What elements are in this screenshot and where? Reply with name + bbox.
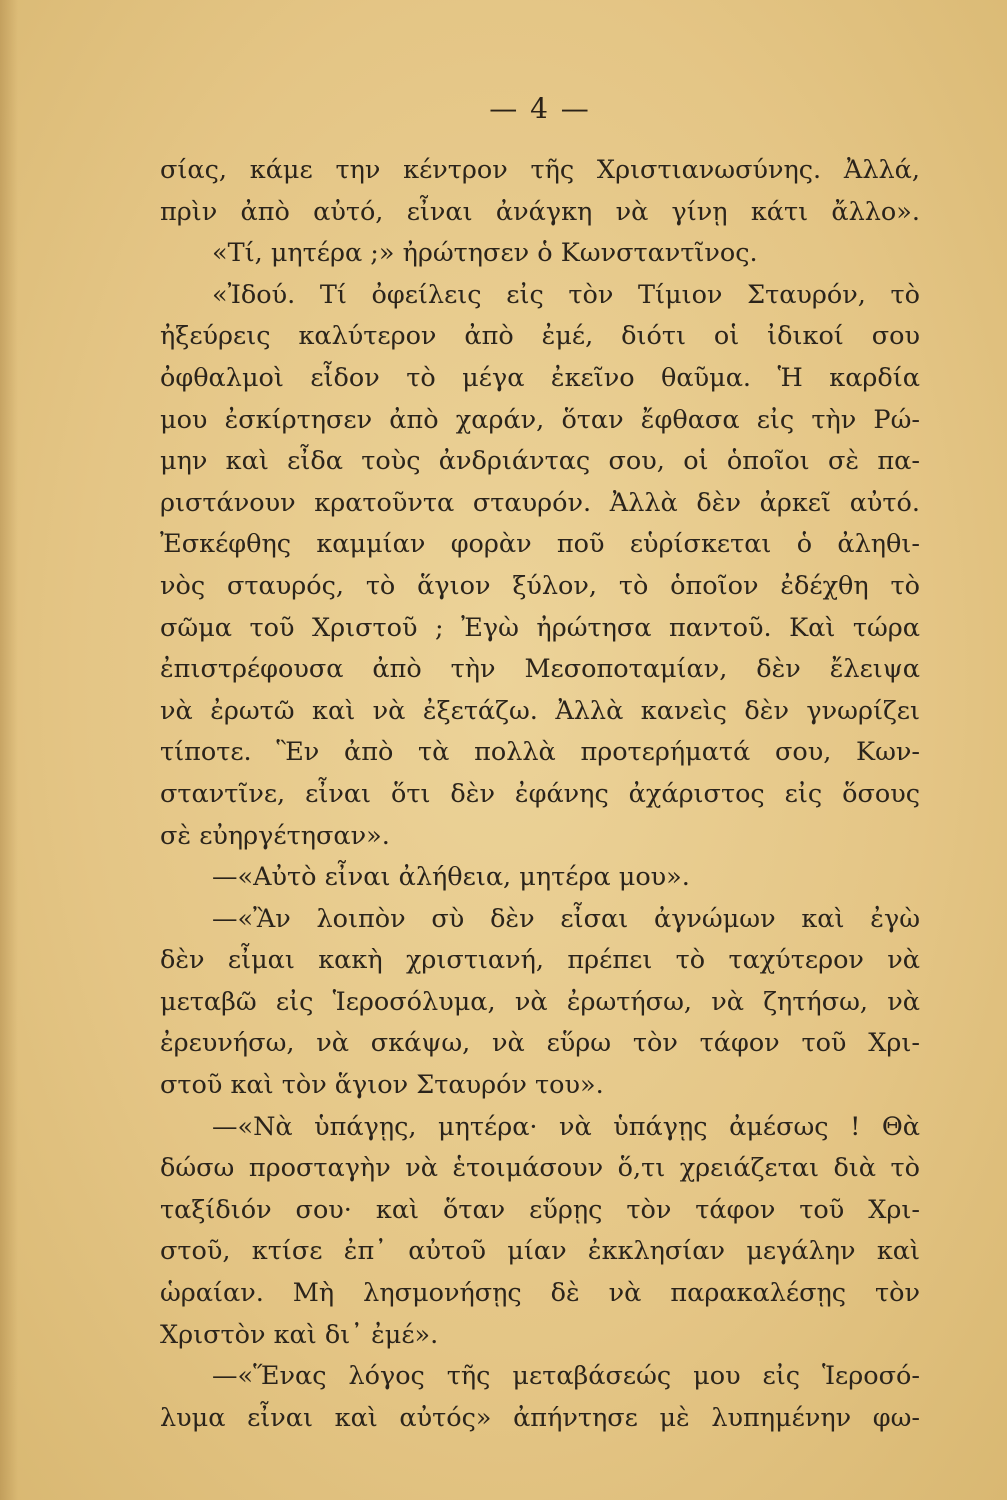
text-line: σὲ εὐηργέτησαν». [160,820,390,851]
body-text [160,150,920,1439]
text-line: ὡραίαν. Μὴ λησμονήσῃς δὲ νὰ παρακαλέσῃς τὸν [160,1278,920,1309]
text-line: ἐπιστρέφουσα ἀπὸ τὴν Μεσοποταμίαν, δὲν ἔλειψα [160,654,920,685]
text-line: λυμα εἶναι καὶ αὐτός» ἀπήντησε μὲ λυπημένην φω- [160,1402,920,1433]
text-line: —«Νὰ ὑπάγῃς, μητέρα· νὰ ὑπάγῃς ἀμέσως ! Θὰ [212,1111,920,1142]
text-line: στοῦ, κτίσε ἐπ᾽ αὐτοῦ μίαν ἐκκλησίαν μεγάλην καὶ [160,1236,920,1267]
text-line: σίας, κάμε την κέντρον τῆς Χριστιανωσύνης. Ἀλλά, [160,155,920,185]
text-line: —«Ἂν λοιπὸν σὺ δὲν εἶσαι ἀγνώμων καὶ ἐγὼ [212,903,920,934]
text-line: ταξίδιόν σου· καὶ ὅταν εὕρῃς τὸν τάφον τοῦ Χρι- [160,1194,920,1225]
text-line: νὰ ἐρωτῶ καὶ νὰ ἐξετάζω. Ἀλλὰ κανεὶς δὲν γνωρίζει [160,695,920,726]
text-line: ἠξεύρεις καλύτερον ἀπὸ ἐμέ, διότι οἱ ἰδικοί σου [160,321,920,352]
text-line: ὀφθαλμοὶ εἶδον τὸ μέγα ἐκεῖνο θαῦμα. Ἡ καρδία [160,362,920,393]
text-line: ἐρευνήσω, νὰ σκάψω, νὰ εὕρω τὸν τάφον τοῦ Χρι- [160,1028,920,1059]
text-line: «Τί, μητέρα ;» ἠρώτησεν ὁ Κωνσταντῖνος. [212,238,758,269]
text-line: δώσω προσταγὴν νὰ ἑτοιμάσουν ὅ,τι χρειάζεται διὰ τὸ [160,1153,920,1184]
text-line: νὸς σταυρός, τὸ ἅγιον ξύλον, τὸ ὁποῖον ἐδέχθη τὸ [160,570,920,601]
text-line: Ἐσκέφθης καμμίαν φορὰν ποῦ εὑρίσκεται ὁ ἀληθι- [160,529,920,560]
text-line: μου ἐσκίρτησεν ἀπὸ χαράν, ὅταν ἔφθασα εἰς τὴν Ρώ- [160,404,920,435]
text-line: δὲν εἶμαι κακὴ χριστιανή, πρέπει τὸ ταχύτερον νὰ [160,945,920,976]
text-line: σῶμα τοῦ Χριστοῦ ; Ἐγὼ ἠρώτησα παντοῦ. Καὶ τώρα [160,612,920,643]
text-line: μεταβῶ εἰς Ἱεροσόλυμα, νὰ ἐρωτήσω, νὰ ζητήσω, νὰ [160,986,920,1017]
page-edge-shadow [0,0,18,1500]
text-line: —«Ἕνας λόγος τῆς μεταβάσεώς μου εἰς Ἱεροσό- [212,1361,920,1392]
text-line: μην καὶ εἶδα τοὺς ἀνδριάντας σου, οἱ ὁποῖοι σὲ πα- [160,446,920,477]
text-line: Χριστὸν καὶ δι᾽ ἐμέ». [160,1319,439,1350]
text-line: σταντῖνε, εἶναι ὅτι δὲν ἐφάνης ἀχάριστος εἰς ὅσους [160,778,920,809]
text-line: πρὶν ἀπὸ αὐτό, εἶναι ἀνάγκη νὰ γίνῃ κάτι ἄλλο». [160,196,920,227]
text-line: —«Αὐτὸ εἶναι ἀλήθεια, μητέρα μου». [212,862,690,893]
text-line: τίποτε. Ἓν ἀπὸ τὰ πολλὰ προτερήματά σου, Κων- [160,737,920,768]
text-line: στοῦ καὶ τὸν ἅγιον Σταυρόν του». [160,1070,604,1101]
text-line: ριστάνουν κρατοῦντα σταυρόν. Ἀλλὰ δὲν ἀρκεῖ αὐτό. [160,487,920,518]
text-line: «Ἰδού. Τί ὀφείλεις εἰς τὸν Τίμιον Σταυρόν, τὸ [212,279,920,310]
page-number: — 4 — [489,92,591,125]
